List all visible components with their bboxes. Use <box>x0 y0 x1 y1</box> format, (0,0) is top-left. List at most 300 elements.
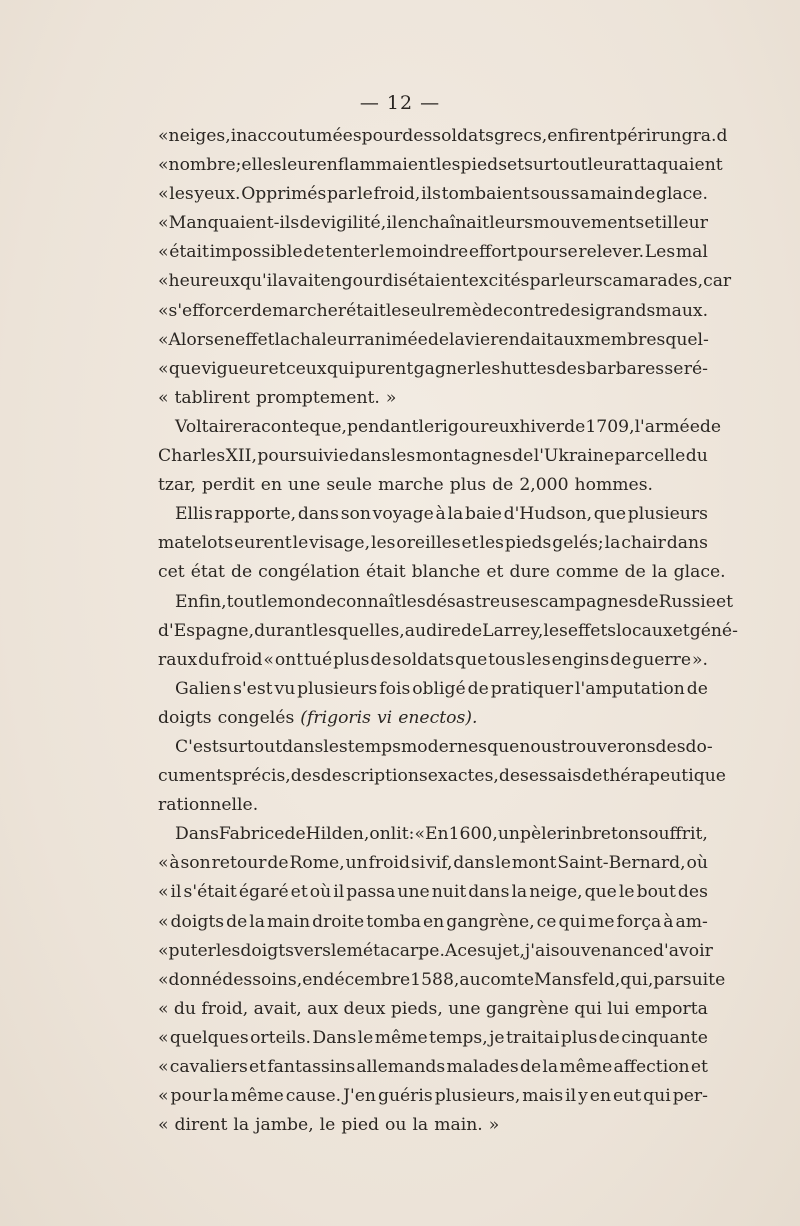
word: cavaliers <box>169 1057 248 1077</box>
word: glace. <box>673 562 726 583</box>
word: « <box>158 358 169 379</box>
word: dans <box>349 446 391 467</box>
word: cause. <box>285 1086 342 1107</box>
word: main. <box>434 1115 483 1136</box>
word: « <box>158 1115 169 1136</box>
word: Charles <box>158 446 226 467</box>
word: affection <box>613 1057 690 1077</box>
word: Galien <box>175 678 232 699</box>
word: de <box>460 620 483 641</box>
word: le <box>418 416 435 437</box>
word: gra.d <box>681 126 728 146</box>
word: Alors <box>168 329 214 350</box>
word: congélation <box>258 562 360 583</box>
word: si <box>580 300 595 321</box>
word: froid <box>221 649 263 670</box>
word: ils <box>421 184 441 205</box>
word: marcher <box>272 300 347 321</box>
text-line <box>158 384 708 413</box>
word: car <box>703 271 732 292</box>
text-line <box>158 529 708 558</box>
word: emporta <box>634 998 708 1019</box>
word: « <box>158 126 169 146</box>
word: XII, <box>225 446 257 467</box>
text-line <box>158 704 708 733</box>
word: temps, <box>429 1027 488 1048</box>
word: les <box>390 446 416 467</box>
word: la <box>511 882 528 903</box>
text-line <box>158 617 738 646</box>
word: guerre <box>632 649 692 670</box>
word: en <box>589 1086 612 1107</box>
word: « <box>158 300 169 321</box>
word: neiges, <box>168 126 231 146</box>
text-line <box>158 791 708 820</box>
word: guéris <box>377 1086 433 1107</box>
word: camarades, <box>602 271 704 292</box>
word: et <box>690 1057 708 1077</box>
word: des <box>290 766 321 787</box>
text-line <box>158 180 708 209</box>
word: de <box>581 766 603 787</box>
text-line <box>158 413 722 442</box>
word: pèlerin <box>519 824 582 845</box>
word: plusieurs <box>297 678 378 699</box>
word: comte <box>480 969 535 990</box>
word: enchaînait <box>397 213 490 234</box>
word: celle <box>644 446 686 467</box>
word: de <box>427 329 450 350</box>
word: tablirent <box>174 387 251 408</box>
text-line <box>158 558 726 587</box>
word: nous <box>519 736 561 757</box>
word: de <box>284 824 306 845</box>
word: le <box>319 1115 336 1136</box>
word: rationnelle. <box>158 795 259 816</box>
word: Dans <box>312 1027 357 1048</box>
word: que <box>455 649 488 670</box>
word: seul <box>401 300 438 321</box>
word: gagner <box>413 358 476 379</box>
word: remède <box>437 300 504 321</box>
word: périr <box>616 126 660 146</box>
word: en <box>213 329 236 350</box>
word: « <box>158 1057 169 1077</box>
word: « <box>158 940 169 961</box>
word: nombre; <box>168 155 242 176</box>
word: de <box>519 1057 542 1077</box>
word: tous <box>488 649 526 670</box>
word: d'Hudson, <box>503 504 593 525</box>
word: cet <box>158 562 185 583</box>
word: descriptions <box>320 766 428 787</box>
word: bout <box>636 882 676 903</box>
word: mouvements <box>533 213 645 234</box>
word: de <box>610 649 632 670</box>
word: et <box>507 155 525 176</box>
word: deux <box>343 998 386 1019</box>
word: soldats <box>392 649 455 670</box>
word: donné <box>168 969 223 990</box>
word: que, <box>309 416 348 437</box>
page-number: — 12 — <box>359 92 441 114</box>
word: de <box>267 853 289 874</box>
word: inaccoutumées <box>230 126 362 146</box>
word: où <box>309 882 332 903</box>
word: quel- <box>665 329 709 350</box>
word: où <box>686 853 708 874</box>
word: des <box>677 882 708 903</box>
word: voyage <box>372 504 434 525</box>
word: doigts <box>170 911 225 932</box>
word: trouverons <box>560 736 656 757</box>
word: la <box>213 1086 229 1107</box>
word: du <box>198 649 221 670</box>
word: le <box>618 882 635 903</box>
word: froid, <box>201 998 249 1019</box>
word: moindre <box>395 242 469 263</box>
word: plus <box>449 475 487 496</box>
word: d'Espagne, <box>158 620 255 641</box>
word: de <box>226 911 248 932</box>
word: la <box>449 329 465 350</box>
word: lesquelles, <box>312 620 405 641</box>
word: A <box>444 940 458 961</box>
word: raux <box>158 649 198 670</box>
word: le <box>379 242 395 263</box>
word: tombaient <box>441 184 531 205</box>
word: de <box>598 1027 620 1048</box>
word: obligé <box>412 678 466 699</box>
word: une <box>397 882 430 903</box>
word: matelots <box>158 533 234 554</box>
word: était <box>169 242 209 263</box>
word: doigts <box>240 940 294 961</box>
word: leurs <box>558 271 603 292</box>
word: Larrey, <box>482 620 544 641</box>
word: quelques <box>169 1027 249 1048</box>
word: main <box>590 184 634 205</box>
word: au <box>459 969 481 990</box>
word: et <box>290 882 308 903</box>
text-line <box>158 209 708 238</box>
word: les <box>215 940 241 961</box>
word: qui <box>643 1086 671 1107</box>
text-line <box>158 675 708 704</box>
word: l'armée <box>634 416 700 437</box>
word: tzar, <box>158 475 196 496</box>
word: dans <box>453 853 495 874</box>
word: du <box>173 998 196 1019</box>
text-line <box>158 326 708 355</box>
word: lui <box>607 998 630 1019</box>
word: dire <box>426 620 461 641</box>
word: le <box>357 184 373 205</box>
word: on <box>369 824 391 845</box>
word: 1588, <box>410 969 460 990</box>
text-line <box>158 966 726 995</box>
word: de <box>467 678 489 699</box>
word: blanche <box>411 562 481 583</box>
word: la <box>542 1057 559 1077</box>
word: même <box>559 1057 613 1077</box>
word: de <box>686 678 708 699</box>
word: dans <box>468 882 510 903</box>
word: « <box>158 969 169 990</box>
word: le <box>292 533 309 554</box>
word: Voltaire <box>175 416 243 437</box>
word: cinquante <box>621 1027 708 1048</box>
word: le <box>385 300 402 321</box>
word: en <box>260 475 283 496</box>
word: surtout <box>218 736 283 757</box>
word: dirent <box>174 1115 228 1136</box>
word: heureux <box>168 271 240 292</box>
word: qui <box>558 911 587 932</box>
word: congelés <box>217 707 295 728</box>
word: leur <box>281 155 317 176</box>
word: il <box>386 213 398 234</box>
word: aux <box>307 998 339 1019</box>
word: (frigoris <box>300 707 371 728</box>
word: dans <box>666 533 708 554</box>
word: que <box>593 504 627 525</box>
word: nuit <box>431 882 467 903</box>
word: froid, <box>373 184 421 205</box>
word: état <box>190 562 225 583</box>
word: elles <box>241 155 282 176</box>
word: Rome, <box>289 853 345 874</box>
word: promptement. <box>256 387 380 408</box>
word: main <box>266 911 311 932</box>
word: » <box>488 1115 500 1136</box>
word: de <box>303 242 325 263</box>
word: ». <box>691 649 708 670</box>
word: huttes <box>500 358 556 379</box>
word: ou <box>385 1115 407 1136</box>
word: pour <box>361 126 403 146</box>
word: pieds, <box>390 998 443 1019</box>
word: ce <box>536 911 557 932</box>
word: exactes, <box>427 766 499 787</box>
word: retour <box>211 853 267 874</box>
word: traitai <box>505 1027 560 1048</box>
word: marche <box>378 475 444 496</box>
word: » <box>385 387 397 408</box>
word: un <box>497 824 520 845</box>
word: il <box>170 882 182 903</box>
word: campagnes <box>538 591 638 612</box>
word: allemands <box>356 1057 446 1077</box>
word: comme <box>555 562 619 583</box>
word: « <box>158 882 169 903</box>
text-line <box>158 1082 708 1111</box>
word: son <box>340 504 371 525</box>
word: tomba <box>366 911 422 932</box>
word: un <box>659 126 682 146</box>
word: Dans <box>175 824 219 845</box>
word: plus <box>333 649 370 670</box>
word: j'ai <box>524 940 551 961</box>
word: durant <box>254 620 313 641</box>
word: « <box>158 1027 169 1048</box>
word: : <box>408 824 415 845</box>
word: Saint-Bernard, <box>557 853 686 874</box>
word: il <box>565 1086 577 1107</box>
word: gangrène <box>485 998 569 1019</box>
word: maux. <box>655 300 709 321</box>
word: hommes. <box>574 475 653 496</box>
word: tenter <box>325 242 379 263</box>
word: les <box>323 736 348 757</box>
word: contre <box>503 300 560 321</box>
word: de <box>634 184 656 205</box>
word: impossible <box>209 242 303 263</box>
word: orteils. <box>250 1027 311 1048</box>
word: leur <box>587 155 623 176</box>
word: les <box>436 155 461 176</box>
word: gangrène, <box>446 911 535 932</box>
word: firent <box>568 126 617 146</box>
word: sa <box>570 184 590 205</box>
word: vie <box>464 329 491 350</box>
word: avait <box>277 271 321 292</box>
word: même <box>230 1086 284 1107</box>
word: que <box>168 358 202 379</box>
word: de <box>492 475 514 496</box>
text-line <box>158 588 734 617</box>
word: attaquaient <box>622 155 723 176</box>
word: « <box>158 184 169 205</box>
text-line <box>158 820 708 849</box>
word: excités <box>468 271 530 292</box>
word: « <box>158 1086 169 1107</box>
word: des <box>555 358 586 379</box>
word: à <box>663 911 674 932</box>
word: sujet, <box>477 940 525 961</box>
word: avait, <box>253 998 302 1019</box>
text-line <box>158 937 713 966</box>
text-line <box>158 297 708 326</box>
word: qui <box>326 358 355 379</box>
text-line <box>158 849 708 878</box>
word: dure <box>509 562 550 583</box>
word: ré- <box>683 358 708 379</box>
word: doigts <box>158 707 212 728</box>
word: le <box>357 1027 374 1048</box>
word: par <box>614 446 644 467</box>
word: de <box>370 649 392 670</box>
word: égaré <box>238 882 289 903</box>
word: de <box>699 416 722 437</box>
word: cuments <box>158 766 232 787</box>
word: soins, <box>252 969 303 990</box>
text-line <box>158 646 708 675</box>
word: relever. <box>578 242 645 263</box>
word: la <box>412 1115 429 1136</box>
word: seule <box>326 475 373 496</box>
word: froid <box>368 853 410 874</box>
word: était <box>365 562 406 583</box>
word: « <box>263 649 274 670</box>
word: géné- <box>689 620 738 641</box>
text-line <box>158 908 708 937</box>
word: plusieurs, <box>434 1086 521 1107</box>
word: de <box>512 446 534 467</box>
word: les <box>526 649 551 670</box>
word: J'en <box>343 1086 376 1107</box>
word: et <box>461 533 479 554</box>
word: baie <box>464 504 502 525</box>
word: de <box>564 416 586 437</box>
word: pratiquer <box>490 678 574 699</box>
word: de <box>559 300 581 321</box>
word: monde <box>277 591 337 612</box>
text-line <box>158 355 708 384</box>
word: effets <box>567 620 617 641</box>
word: Manquaient-ils <box>168 213 300 234</box>
word: Les <box>644 242 676 263</box>
word: enectos). <box>398 707 478 728</box>
word: malades <box>446 1057 519 1077</box>
word: s'est <box>233 678 273 699</box>
word: la <box>249 911 265 932</box>
word: rigoureux <box>434 416 520 437</box>
text-line <box>158 1111 708 1140</box>
word: vi <box>376 707 393 728</box>
word: jambe, <box>255 1115 314 1136</box>
word: se <box>664 358 684 379</box>
word: En <box>424 824 449 845</box>
word: décembre <box>323 969 411 990</box>
word: « <box>158 213 169 234</box>
word: Mansfeld, <box>534 969 621 990</box>
word: des <box>222 969 253 990</box>
word: dans <box>282 736 324 757</box>
word: souffrit, <box>639 824 708 845</box>
word: « <box>158 155 169 176</box>
word: enflammaient <box>316 155 437 176</box>
word: Russie <box>658 591 716 612</box>
word: leur <box>672 213 708 234</box>
word: qui <box>574 998 602 1019</box>
word: « <box>158 242 169 263</box>
word: montagnes <box>415 446 512 467</box>
word: et <box>249 1057 267 1077</box>
word: les <box>543 620 568 641</box>
word: eurent <box>234 533 292 554</box>
word: la <box>447 504 464 525</box>
word: hiver <box>519 416 565 437</box>
word: me <box>588 911 615 932</box>
word: qu'il <box>239 271 278 292</box>
word: des <box>655 736 686 757</box>
word: thérapeutique <box>602 766 726 787</box>
word: leurs <box>489 213 534 234</box>
word: une <box>448 998 481 1019</box>
word: et <box>644 213 662 234</box>
word: 1600, <box>448 824 498 845</box>
word: « <box>158 271 169 292</box>
word: mont <box>511 853 557 874</box>
word: des <box>402 126 433 146</box>
word: suite <box>682 969 726 990</box>
word: de <box>251 300 273 321</box>
word: « <box>158 387 169 408</box>
word: étaient <box>407 271 469 292</box>
word: s'efforcer <box>168 300 252 321</box>
word: une <box>288 475 321 496</box>
